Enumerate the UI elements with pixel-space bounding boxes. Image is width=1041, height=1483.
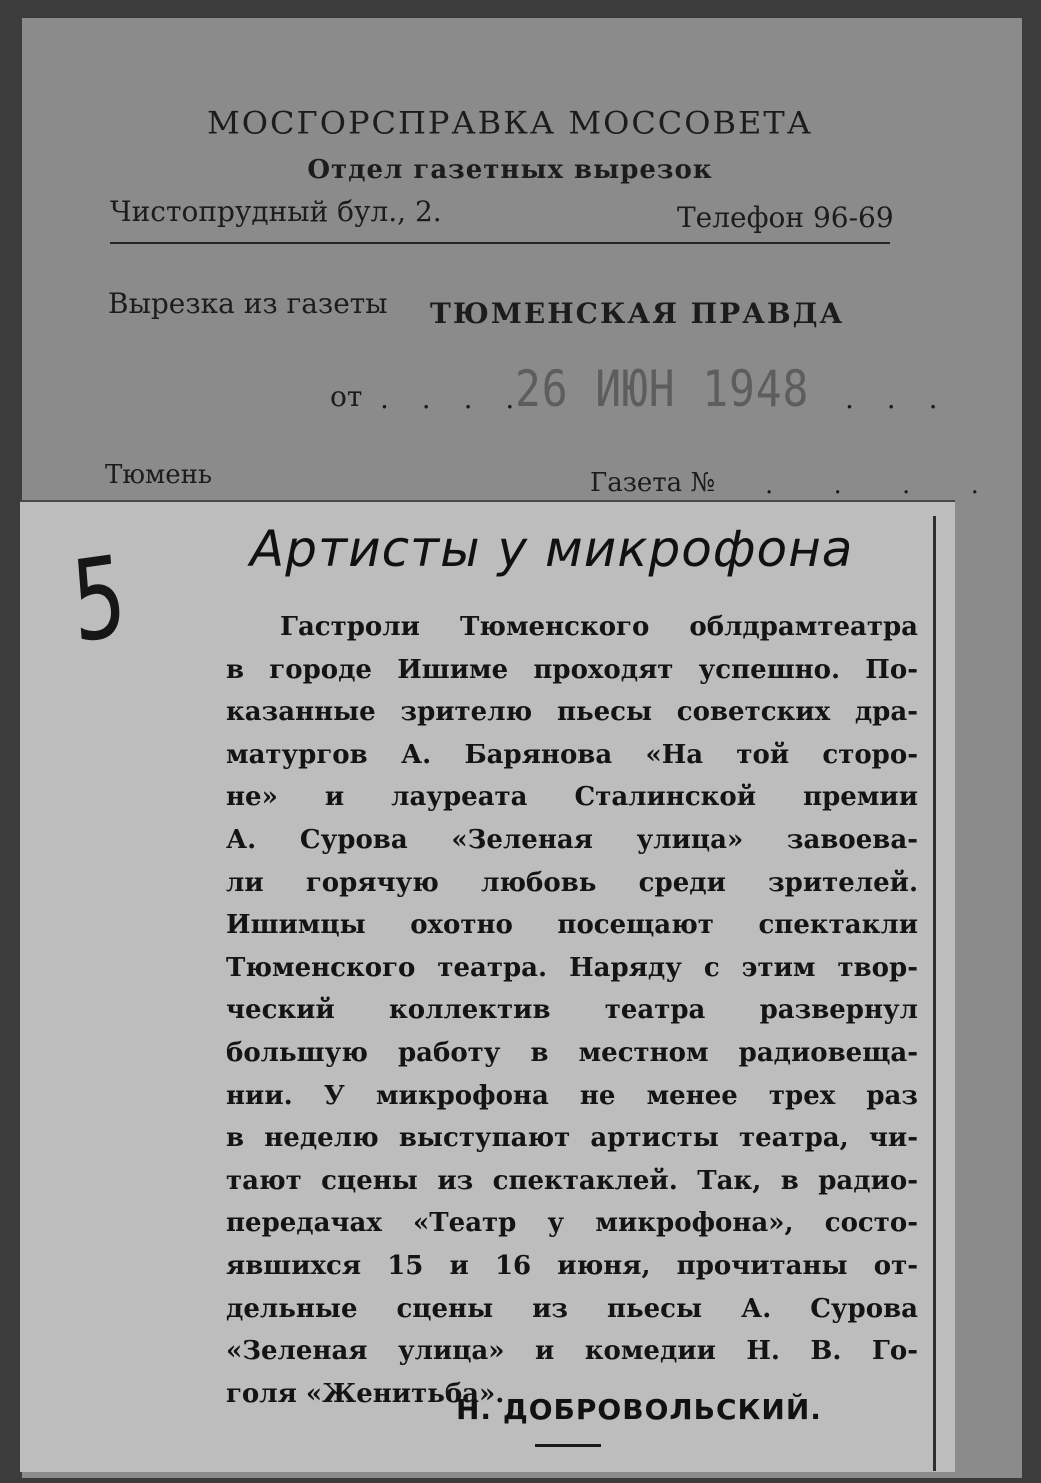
agency-title: МОСГОРСПРАВКА МОССОВЕТА xyxy=(207,104,813,142)
date-prefix: от xyxy=(330,380,363,413)
clipping-right-edge xyxy=(933,516,936,1471)
article-line: не» и лауреата Сталинской премии xyxy=(226,782,918,813)
article-line: ческий коллектив театра развернул xyxy=(226,995,918,1026)
date-dots-before: . . . . xyxy=(380,382,527,415)
article-line: в городе Ишиме проходят успешно. По- xyxy=(226,654,918,685)
article-line: большую работу в местном радиовеща- xyxy=(226,1037,918,1068)
article-line: передачах «Театр у микрофона», состо- xyxy=(226,1208,918,1239)
gazette-number-label: Газета № xyxy=(590,468,716,498)
article-line: ли горячую любовь среди зрителей. xyxy=(226,867,918,898)
phone-text: Телефон 96-69 xyxy=(677,201,894,234)
article-line: А. Сурова «Зеленая улица» завоева- xyxy=(226,824,918,855)
article-line: матургов А. Барянова «На той сторо- xyxy=(226,739,918,770)
department-title: Отдел газетных вырезок xyxy=(307,155,713,185)
gazette-number-dots: . . . . xyxy=(765,470,1005,500)
article-line: тают сцены из спектаклей. Так, в радио- xyxy=(226,1165,918,1196)
address-text: Чистопрудный бул., 2. xyxy=(110,195,442,228)
cut-from-label: Вырезка из газеты xyxy=(108,287,388,320)
article-end-dash xyxy=(535,1444,601,1447)
article-line: казанные зрителю пьесы советских дра- xyxy=(226,697,918,728)
city-label: Тюмень xyxy=(105,460,213,490)
article-line: «Зеленая улица» и комедии Н. В. Го- xyxy=(226,1336,918,1367)
newspaper-name: ТЮМЕНСКАЯ ПРАВДА xyxy=(430,297,845,330)
article-body xyxy=(226,606,918,1415)
header-divider xyxy=(110,242,890,244)
article-headline: Артисты у микрофона xyxy=(250,520,854,578)
article-line: голя «Женитьба». xyxy=(226,1378,505,1409)
article-line: нии. У микрофона не менее трех раз xyxy=(226,1080,918,1111)
date-stamp: 26 ИЮН 1948 xyxy=(515,360,810,418)
article-line: Гастроли Тюменского облдрамтеатра xyxy=(280,612,918,642)
article-line: Тюменского театра. Наряду с этим твор- xyxy=(226,952,918,983)
date-dots-after: . . . xyxy=(845,382,950,415)
article-line: в неделю выступают артисты театра, чи- xyxy=(226,1123,918,1154)
handwritten-number-mark: 5 xyxy=(67,531,131,669)
article-line: Ишимцы охотно посещают спектакли xyxy=(226,910,918,941)
article-author: Н. ДОБРОВОЛЬСКИЙ. xyxy=(456,1393,822,1426)
article-line: дельные сцены из пьесы А. Сурова xyxy=(226,1293,918,1324)
article-line: явшихся 15 и 16 июня, прочитаны от- xyxy=(226,1250,918,1281)
